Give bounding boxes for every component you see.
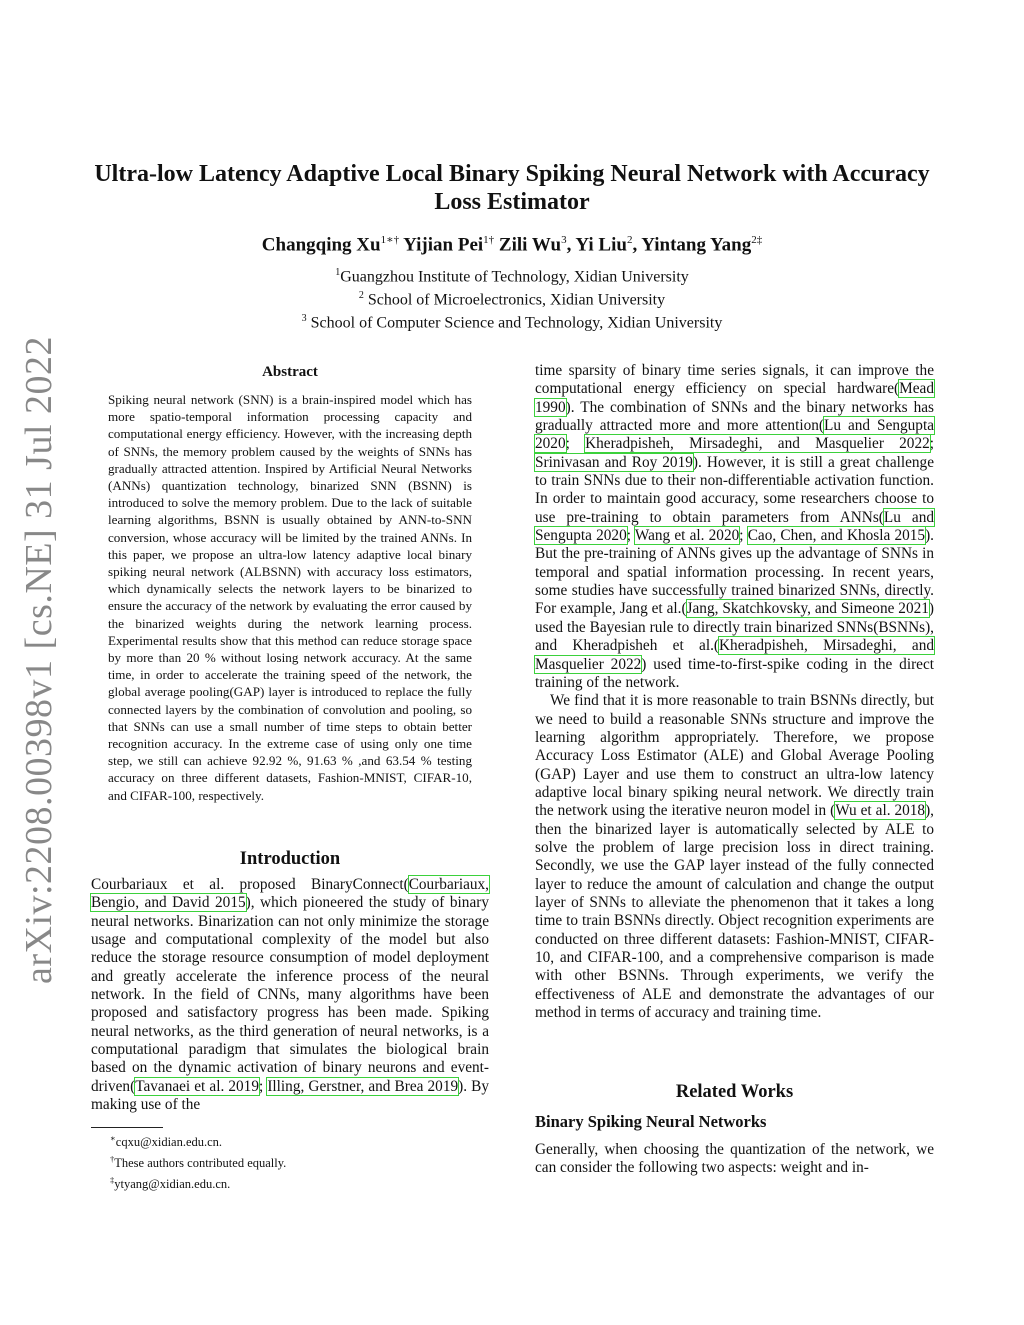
citation-link[interactable]: Kheradpisheh, Mirsadeghi, and Masquelier 2022	[535, 637, 934, 673]
affiliation	[80, 287, 944, 310]
affiliation-text: School of Computer Science and Technology, Xidian University	[306, 313, 723, 331]
citation-link[interactable]: Tavanaei et al. 2019	[135, 1077, 259, 1095]
author-name: Yi Liu	[575, 234, 627, 256]
abstract-text: Spiking neural network (SNN) is a brain-inspired model which has more spatio-temporal information processing capacity and computational energy efficiency. However, with the increasing depth of SNNs, the memory problem caused by the weights of SNNs has gradually attracted attention. Inspired by Artificial Neural Networks (ANNs) quantization technology, binarized SNN (BSNN) is introduced to solve the memory problem. Due to the lack of suitable learning algorithms, BSNN is usually obtained by ANN-to-SNN conversion, whose accuracy will be limited by the trained ANNs. In this paper, we propose an ultra-low latency adaptive local binary spiking neural network (ALBSNN) with accuracy loss estimators, which dynamically selects the network layers to be binarized to ensure the accuracy of the network by evaluating the error caused by the binarized weights during the network learning process. Experimental results show that this method can reduce storage space by more than 20 % without losing network accuracy. At the same time, in order to accelerate the training speed of the network, the global average pooling(GAP) layer is introduced to replace the fully connected layers by the combination of convolution and pooling, so that SNNs can use a small number of time steps to obtain better recognition accuracy. In the extreme case of using only one time step, we still can achieve 92.92 %, 91.63 % ,and 63.54 % testing accuracy on three different datasets, Fashion-MNIST, CIFAR-10, and CIFAR-100, respectively.	[108, 392, 472, 803]
arxiv-id-text: arXiv:2208.00398v1 [cs.NE] 31 Jul 2022	[18, 335, 61, 985]
author-name: Yijian Pei	[403, 234, 484, 256]
citation-link[interactable]: Lu and Sengupta 2020	[535, 508, 934, 545]
affiliation-text: Guangzhou Institute of Technology, Xidian University	[340, 268, 689, 286]
author-marker: 3	[561, 234, 567, 246]
related-works-text: Generally, when choosing the quantization of the network, we can consider the following two aspects: weight and in-	[535, 1141, 934, 1177]
citation-link[interactable]: Jang, Skatchkovsky, and Simeone 2021	[686, 600, 929, 618]
footnote: ‡ytyang@xidian.edu.cn.	[110, 1175, 231, 1192]
abstract-heading: Abstract	[262, 364, 318, 380]
introduction-heading: Introduction	[239, 849, 341, 869]
affiliation-text: School of Microelectronics, Xidian University	[363, 291, 666, 309]
citation-link[interactable]: Cao, Chen, and Khosla 2015	[747, 527, 926, 545]
author-name: Changqing Xu	[261, 234, 381, 256]
citation-link[interactable]: Mead 1990	[535, 380, 934, 416]
introduction-paragraph: Courbariaux et al. proposed BinaryConnect(Courbariaux, Bengio, and David 2015), which pioneered the study of binary neural networks. Binarization can not only minimize the storage usage and computational complexity of the model but also reduce the storage resource consumption of model deployment and greatly accelerate the inference process of the neural network. In the field of CNNs, many algorithms have been proposed and satisfactory progress has been made. Spiking neural networks, as the third generation of neural networks, is a computational paradigm that simulates the biological brain based on the dynamic activation of binary neurons and event-driven(Tavanaei et al. 2019; Illing, Gerstner, and Brea 2019). By making use of the	[91, 876, 490, 1114]
affiliation-list	[80, 264, 944, 332]
footnote: †These authors contributed equally.	[110, 1154, 287, 1171]
author-marker: 1†	[483, 234, 495, 246]
affiliation-marker: 1	[335, 267, 341, 278]
affiliation	[80, 310, 944, 333]
arxiv-identifier-stamp	[10, 335, 68, 985]
introduction-paragraph: time sparsity of binary time series signals, it can improve the computational energy efficiency on special hardware(Mead 1990). The combination of SNNs and the binary networks has gradually attracted more and more attention(Lu and Sengupta 2020; Kheradpisheh, Mirsadeghi, and Masquelier 2022; Srinivasan and Roy 2019). However, it is still a great challenge to train SNNs due to their non-differentiable activation function. In order to maintain good accuracy, some researchers choose to use pre-training to obtain parameters from ANNs(Lu and Sengupta 2020; Wang et al. 2020; Cao, Chen, and Khosla 2015). But the pre-training of ANNs gives up the advantage of SNNs in temporal and spatial information processing. In recent years, some studies have successfully trained binarized SNNs, directly. For example, Jang et al.(Jang, Skatchkovsky, and Simeone 2021) used the Bayesian rule to directly train binarized SNNs(BSNNs), and Kheradpisheh et al.(Kheradpisheh, Mirsadeghi, and Masquelier 2022) used time-to-first-spike coding in the direct training of the network.	[535, 362, 934, 691]
author-marker: 2	[626, 234, 633, 246]
footnote: ∗cqxu@xidian.edu.cn.	[110, 1133, 223, 1150]
introduction-left-column	[91, 876, 489, 1114]
introduction-right-column	[535, 362, 934, 1022]
affiliation-marker: 2	[358, 289, 364, 301]
citation-link[interactable]: Wu et al. 2018	[835, 802, 926, 820]
footnote-rule	[91, 1127, 163, 1128]
author-marker: 1∗†	[380, 234, 400, 246]
related-works-heading: Related Works	[675, 1082, 794, 1102]
author-name: Zili Wu	[498, 234, 562, 256]
author-marker: 2‡	[751, 234, 763, 246]
author-list: Changqing $Xu^{1∗\dagger}$ Yijian Pei$^{1\dagger}$ Zili Wu$^3$, Yi Liu$^2$, Yintang Yang$^{2\ddagger}$	[261, 234, 763, 256]
binary-snn-subheading: Binary Spiking Neural Networks	[535, 1112, 767, 1131]
paper-title: Ultra-low Latency Adaptive Local Binary Spiking Neural Network with Accuracy Loss Estimator	[94, 161, 930, 215]
citation-link[interactable]: Lu and Sengupta 2020	[535, 417, 934, 453]
footnotes	[91, 1127, 489, 1193]
author-name: Yintang Yang	[641, 234, 752, 256]
citation-link[interactable]: Illing, Gerstner, and Brea 2019	[267, 1077, 459, 1095]
introduction-paragraph: We find that it is more reasonable to train BSNNs directly, but we need to build a reasonable SNNs structure and improve the learning algorithm appropriately. Therefore, we propose Accuracy Loss Estimator (ALE) and Global Average Pooling (GAP) Layer and use them to construct an ultra-low latency adaptive local binary spiking neural network. We directly train the network using the iterative neuron model in (Wu et al. 2018), then the binarized layer is automatically selected by ALE to solve the problem of large precision loss in direct training. Secondly, we use the GAP layer instead of the fully connected layer to reduce the amount of calculation and change the output layer of SNNs to alleviate the phenomenon that it takes a long time to train BSNNs directly. Object recognition experiments are conducted on three different datasets: Fashion-MNIST, CIFAR-10, and CIFAR-100, and a comprehensive comparison is made with other BSNNs. Through experiments, we verify the effectiveness of ALE and demonstrate the advantages of our method in terms of accuracy and training time.	[535, 692, 934, 1022]
citation-link[interactable]: Courbariaux, Bengio, and David 2015	[91, 876, 489, 912]
citation-link[interactable]: Srinivasan and Roy 2019	[535, 453, 693, 471]
affiliation-marker: 3	[301, 312, 307, 324]
citation-link[interactable]: Kheradpisheh, Mirsadeghi, and Masquelier 2022	[585, 435, 930, 453]
citation-link[interactable]: Wang et al. 2020	[634, 527, 740, 545]
affiliation	[80, 264, 944, 287]
